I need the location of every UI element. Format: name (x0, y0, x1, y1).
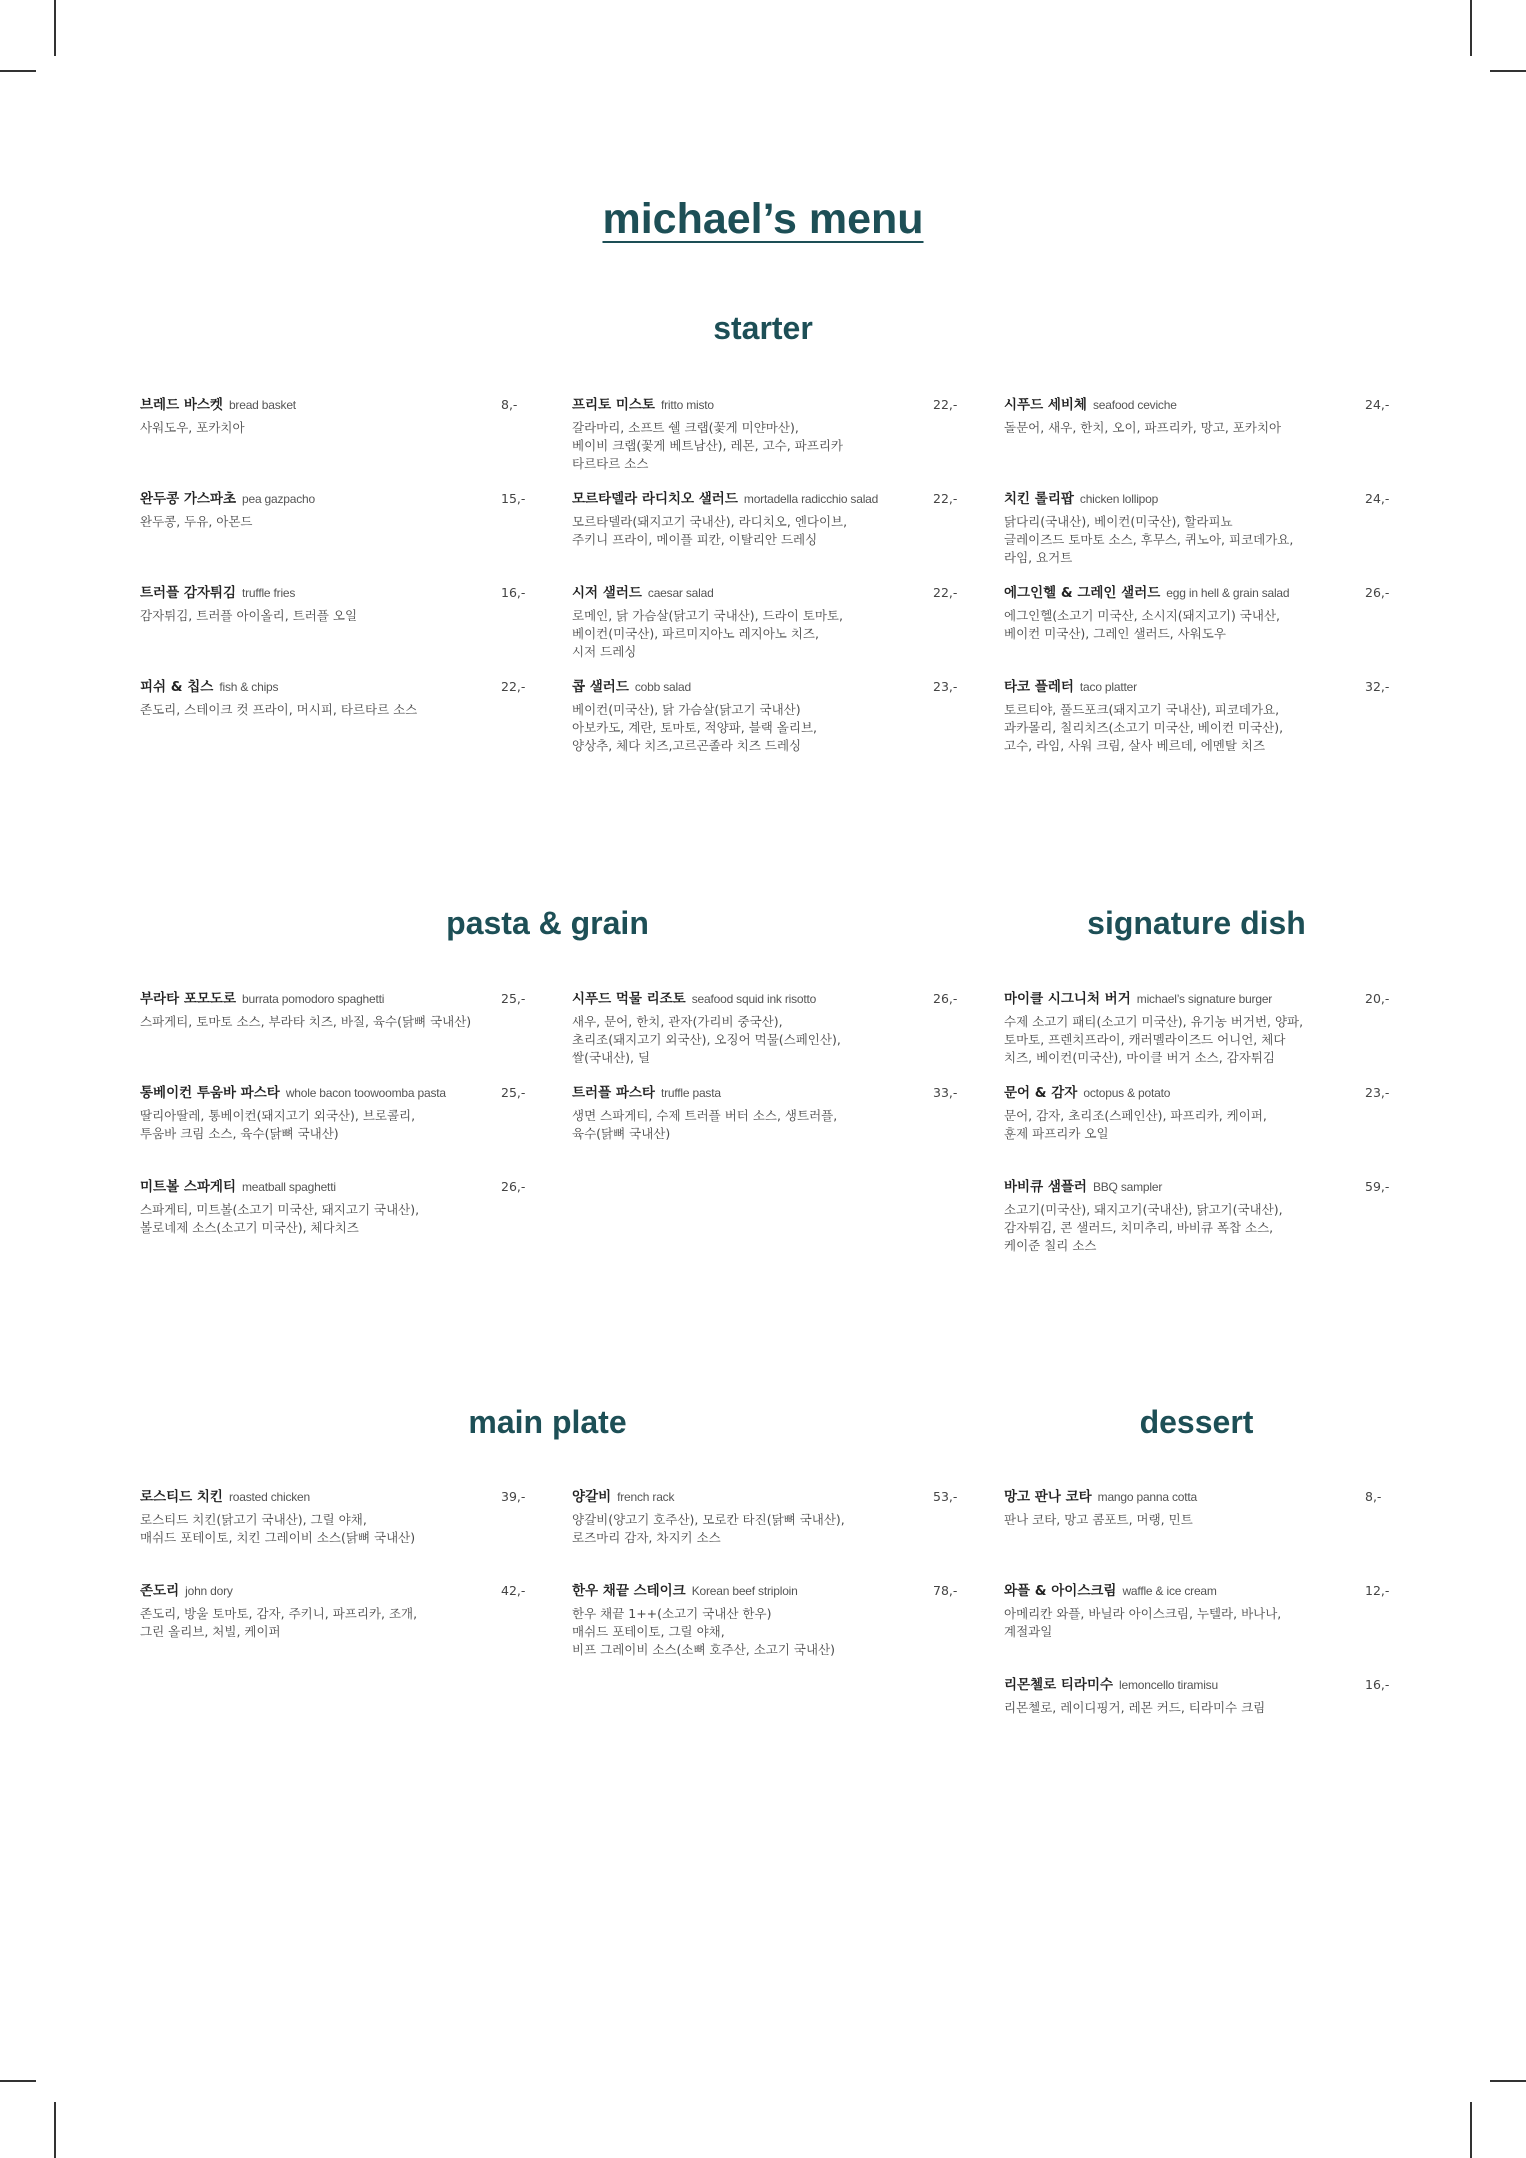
item-price: 22,- (501, 679, 526, 694)
item-name-en: truffle pasta (660, 1086, 721, 1100)
item-name-en: whole bacon toowoomba pasta (285, 1086, 446, 1100)
menu-item-seafood-ceviche (1004, 396, 1389, 437)
item-name-ko: 시푸드 세비체 (1004, 397, 1087, 413)
crop-mark (0, 2080, 36, 2082)
item-price: 23,- (933, 679, 958, 694)
item-name-ko: 문어 & 감자 (1004, 1085, 1078, 1101)
section-title-dessert: dessert (1139, 1404, 1254, 1440)
item-name-en: egg in hell & grain salad (1166, 586, 1290, 600)
item-description: 딸리아딸레, 통베이컨(돼지고기 외국산), 브로콜리, 투움바 크림 소스, 육수(닭뼈 국내산) (140, 1108, 416, 1141)
menu-item-egg-in-hell-grain-salad (1004, 584, 1389, 643)
item-name-ko: 치킨 롤리팝 (1004, 491, 1074, 507)
item-price: 23,- (1365, 1085, 1390, 1100)
item-description: 로스티드 치킨(닭고기 국내산), 그릴 야채, 매쉬드 포테이토, 치킨 그레이비 소스(닭뼈 국내산) (140, 1512, 416, 1545)
item-description: 돌문어, 새우, 한치, 오이, 파프리카, 망고, 포카치아 (1004, 420, 1282, 435)
item-price: 39,- (501, 1489, 526, 1504)
menu-item-burrata-pomodoro (140, 990, 525, 1031)
item-price: 12,- (1365, 1583, 1390, 1598)
crop-mark (1470, 2102, 1472, 2158)
item-name-ko: 에그인헬 & 그레인 샐러드 (1004, 585, 1161, 601)
item-price: 25,- (501, 1085, 526, 1100)
crop-mark (1470, 0, 1472, 56)
menu-item-octopus-potato (1004, 1084, 1389, 1143)
item-price: 59,- (1365, 1179, 1390, 1194)
menu-item-waffle-ice-cream (1004, 1582, 1389, 1641)
item-price: 26,- (1365, 585, 1390, 600)
item-price: 8,- (501, 397, 518, 412)
item-name-en: mango panna cotta (1097, 1490, 1198, 1504)
item-name-ko: 마이클 시그니처 버거 (1004, 991, 1131, 1007)
item-name-ko: 모르타델라 라디치오 샐러드 (572, 491, 738, 507)
menu-item-korean-beef-striploin (572, 1582, 957, 1659)
item-name-en: roasted chicken (228, 1490, 311, 1504)
item-description: 문어, 감자, 초리조(스페인산), 파프리카, 케이퍼, 훈제 파프리카 오일 (1004, 1108, 1267, 1141)
item-price: 22,- (933, 585, 958, 600)
item-name-en: taco platter (1079, 680, 1137, 694)
menu-item-mortadella-radicchio-salad (572, 490, 957, 549)
menu-item-cobb-salad (572, 678, 957, 755)
menu-item-whole-bacon-toowoomba (140, 1084, 525, 1143)
item-description: 모르타델라(돼지고기 국내산), 라디치오, 엔다이브, 주키니 프라이, 메이플 피칸, 이탈리안 드레싱 (572, 514, 848, 547)
item-name-en: mortadella radicchio salad (743, 492, 879, 506)
item-price: 16,- (501, 585, 526, 600)
item-name-ko: 양갈비 (572, 1489, 612, 1505)
item-description: 스파게티, 토마토 소스, 부라타 치즈, 바질, 육수(닭뼈 국내산) (140, 1014, 472, 1029)
menu-item-pea-gazpacho (140, 490, 525, 531)
crop-mark (0, 70, 36, 72)
item-description: 새우, 문어, 한치, 관자(가리비 중국산), 초리조(돼지고기 외국산), 오징어 먹물(스페인산), 쌀(국내산), 딜 (572, 1014, 841, 1065)
menu-item-roasted-chicken (140, 1488, 525, 1547)
item-description: 토르티야, 풀드포크(돼지고기 국내산), 피코데가요, 과카몰리, 칠리치즈(소고기 미국산, 베이컨 미국산), 고수, 라임, 사워 크림, 살사 베르데, 에멘탈 치즈 (1004, 702, 1284, 753)
item-name-en: french rack (617, 1490, 675, 1504)
item-name-ko: 프리토 미스토 (572, 397, 655, 413)
item-price: 16,- (1365, 1677, 1390, 1692)
item-name-en: fish & chips (219, 680, 279, 694)
item-price: 33,- (933, 1085, 958, 1100)
item-price: 42,- (501, 1583, 526, 1598)
section-title-pasta-grain: pasta & grain (446, 905, 649, 941)
item-name-en: cobb salad (634, 680, 691, 694)
menu-item-fritto-misto (572, 396, 957, 473)
menu-item-truffle-fries (140, 584, 525, 625)
item-name-ko: 타코 플레터 (1004, 679, 1074, 695)
item-description: 로메인, 닭 가슴살(닭고기 국내산), 드라이 토마토, 베이컨(미국산), 파르미지아노 레지아노 치즈, 시저 드레싱 (572, 608, 843, 659)
item-price: 26,- (501, 1179, 526, 1194)
item-name-en: john dory (185, 1584, 233, 1598)
item-name-en: caesar salad (647, 586, 714, 600)
item-description: 수제 소고기 패티(소고기 미국산), 유기농 버거번, 양파, 토마토, 프렌치프라이, 캐러멜라이즈드 어니언, 체다 치즈, 베이컨(미국산), 마이클 버거 소스, 감자튀김 (1004, 1014, 1304, 1065)
menu-item-john-dory (140, 1582, 525, 1641)
item-description: 판나 코타, 망고 콤포트, 머랭, 민트 (1004, 1512, 1193, 1527)
item-name-en: fritto misto (660, 398, 714, 412)
section-title-main-plate: main plate (468, 1404, 627, 1440)
menu-item-bread-basket (140, 396, 525, 437)
item-price: 24,- (1365, 397, 1390, 412)
item-name-en: octopus & potato (1083, 1086, 1171, 1100)
crop-mark (1490, 2080, 1526, 2082)
item-name-en: waffle & ice cream (1122, 1584, 1217, 1598)
item-price: 8,- (1365, 1489, 1382, 1504)
item-name-en: lemoncello tiramisu (1119, 1678, 1218, 1692)
item-name-en: seafood squid ink risotto (691, 992, 817, 1006)
item-description: 양갈비(양고기 호주산), 모로칸 타진(닭뼈 국내산), 로즈마리 감자, 차지키 소스 (572, 1512, 845, 1545)
item-description: 닭다리(국내산), 베이컨(미국산), 할라피뇨 글레이즈드 토마토 소스, 후무스, 퀴노아, 피코데가요, 라임, 요거트 (1004, 514, 1294, 565)
item-price: 24,- (1365, 491, 1390, 506)
item-description: 존도리, 스테이크 컷 프라이, 머시피, 타르타르 소스 (140, 702, 418, 717)
item-price: 53,- (933, 1489, 958, 1504)
item-price: 32,- (1365, 679, 1390, 694)
item-name-ko: 완두콩 가스파초 (140, 491, 236, 507)
item-description: 존도리, 방울 토마토, 감자, 주키니, 파프리카, 조개, 그린 올리브, 처빌, 케이퍼 (140, 1606, 418, 1639)
item-name-en: truffle fries (242, 586, 296, 600)
menu-item-fish-chips (140, 678, 525, 719)
menu-item-taco-platter (1004, 678, 1389, 755)
crop-mark (54, 0, 56, 56)
item-name-en: burrata pomodoro spaghetti (242, 992, 385, 1006)
item-name-ko: 시저 샐러드 (572, 585, 642, 601)
item-price: 22,- (933, 491, 958, 506)
item-name-en: bread basket (228, 398, 296, 412)
item-price: 20,- (1365, 991, 1390, 1006)
item-price: 26,- (933, 991, 958, 1006)
item-name-ko: 피쉬 & 칩스 (140, 679, 214, 695)
item-description: 스파게티, 미트볼(소고기 미국산, 돼지고기 국내산), 볼로네제 소스(소고기 미국산), 체다치즈 (140, 1202, 420, 1235)
section-title-starter: starter (713, 310, 813, 346)
menu-item-mango-panna-cotta (1004, 1488, 1389, 1529)
item-name-ko: 트러플 감자튀김 (140, 585, 236, 601)
item-name-ko: 시푸드 먹물 리조토 (572, 991, 686, 1007)
menu-item-bbq-sampler (1004, 1178, 1389, 1255)
menu-item-lemoncello-tiramisu (1004, 1676, 1389, 1717)
item-name-en: Korean beef striploin (691, 1584, 798, 1598)
item-description: 리몬첼로, 레이디핑거, 레몬 커드, 티라미수 크림 (1004, 1700, 1266, 1715)
item-description: 소고기(미국산), 돼지고기(국내산), 닭고기(국내산), 감자튀김, 콘 샐러드, 치미추리, 바비큐 폭찹 소스, 케이준 칠리 소스 (1004, 1202, 1283, 1253)
item-name-en: BBQ sampler (1092, 1180, 1163, 1194)
menu-item-seafood-squid-ink-risotto (572, 990, 957, 1067)
item-name-en: seafood ceviche (1092, 398, 1177, 412)
item-description: 완두콩, 두유, 아몬드 (140, 514, 253, 529)
item-description: 에그인헬(소고기 미국산, 소시지(돼지고기) 국내산, 베이컨 미국산), 그레인 샐러드, 사워도우 (1004, 608, 1280, 641)
item-name-ko: 망고 판나 코타 (1004, 1489, 1092, 1505)
item-price: 78,- (933, 1583, 958, 1598)
item-name-ko: 로스티드 치킨 (140, 1489, 223, 1505)
crop-mark (1490, 70, 1526, 72)
menu-item-signature-burger (1004, 990, 1389, 1067)
item-name-en: michael’s signature burger (1136, 992, 1273, 1006)
item-name-ko: 미트볼 스파게티 (140, 1179, 236, 1195)
section-title-signature-dish: signature dish (1087, 905, 1306, 941)
item-name-ko: 바비큐 샘플러 (1004, 1179, 1087, 1195)
menu-title: michael’s menu (602, 195, 924, 243)
item-price: 22,- (933, 397, 958, 412)
item-price: 15,- (501, 491, 526, 506)
item-name-ko: 부라타 포모도로 (140, 991, 236, 1007)
item-description: 아메리칸 와플, 바닐라 아이스크림, 누텔라, 바나나, 계절과일 (1004, 1606, 1282, 1639)
item-name-en: chicken lollipop (1079, 492, 1159, 506)
item-name-ko: 와플 & 아이스크림 (1004, 1583, 1117, 1599)
item-name-en: meatball spaghetti (242, 1180, 336, 1194)
item-name-ko: 콥 샐러드 (572, 679, 629, 695)
item-name-ko: 한우 채끝 스테이크 (572, 1583, 686, 1599)
item-description: 생면 스파게티, 수제 트러플 버터 소스, 생트러플, 육수(닭뼈 국내산) (572, 1108, 838, 1141)
item-name-ko: 브레드 바스켓 (140, 397, 223, 413)
menu-item-caesar-salad (572, 584, 957, 661)
item-name-ko: 통베이컨 투움바 파스타 (140, 1085, 280, 1101)
item-name-ko: 트러플 파스타 (572, 1085, 655, 1101)
item-description: 사워도우, 포카치아 (140, 420, 245, 435)
item-description: 베이컨(미국산), 닭 가슴살(닭고기 국내산) 아보카도, 계란, 토마토, 적양파, 블랙 올리브, 양상추, 체다 치즈,고르곤졸라 치즈 드레싱 (572, 702, 818, 753)
menu-item-french-rack (572, 1488, 957, 1547)
menu-item-truffle-pasta (572, 1084, 957, 1143)
crop-mark (54, 2102, 56, 2158)
item-description: 갈라마리, 소프트 쉘 크랩(꽃게 미얀마산), 베이비 크랩(꽃게 베트남산), 레몬, 고수, 파프리카 타르타르 소스 (572, 420, 843, 471)
item-price: 25,- (501, 991, 526, 1006)
item-description: 한우 채끝 1++(소고기 국내산 한우) 매쉬드 포테이토, 그릴 야채, 비프 그레이비 소스(소뼈 호주산, 소고기 국내산) (572, 1606, 836, 1657)
menu-item-chicken-lollipop (1004, 490, 1389, 567)
item-name-en: pea gazpacho (242, 492, 315, 506)
item-description: 감자튀김, 트러플 아이올리, 트러플 오일 (140, 608, 358, 623)
item-name-ko: 리몬첼로 티라미수 (1004, 1677, 1114, 1693)
menu-item-meatball-spaghetti (140, 1178, 525, 1237)
item-name-ko: 존도리 (140, 1583, 180, 1599)
